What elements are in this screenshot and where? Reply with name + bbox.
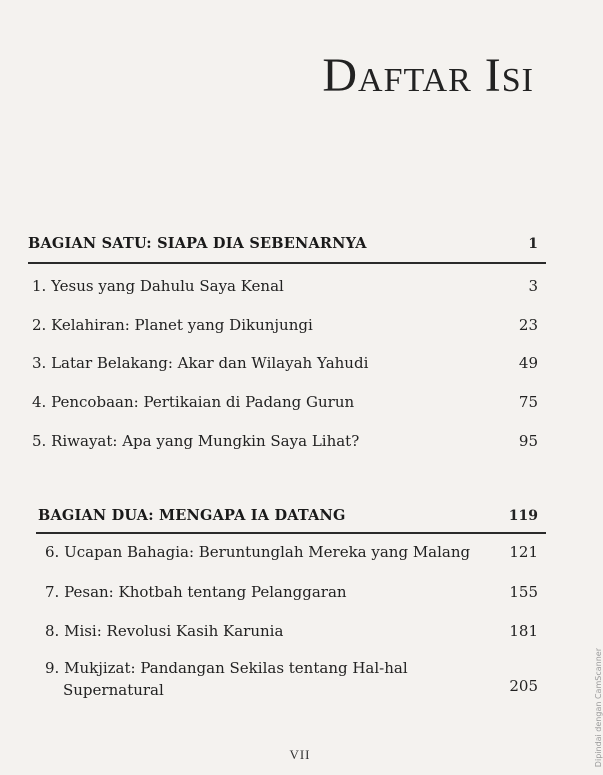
toc-entry [0,314,600,344]
page-number: 119 [508,508,538,524]
part-heading [0,233,600,263]
entry-title: 2. Kelahiran: Planet yang Dikunjungi [32,316,313,334]
page-number: 95 [518,432,538,450]
page-number: 23 [518,316,538,334]
page-number: 121 [509,543,538,561]
entry-title: 6. Ucapan Bahagia: Beruntunglah Mereka yang Malang [45,543,471,561]
toc-entry [0,391,600,421]
divider-rule [36,532,546,534]
page-number: 3 [528,277,538,295]
divider-rule [28,262,546,264]
page-number: 1 [528,236,538,252]
entry-title: 7. Pesan: Khotbah tentang Pelanggaran [45,583,347,601]
toc-entry [0,657,600,707]
scanner-watermark: Dipindai dengan CamScanner [594,648,603,768]
entry-title: 1. Yesus yang Dahulu Saya Kenal [32,277,284,295]
toc-entry [0,541,600,571]
toc-entry [0,430,600,460]
page-number: 75 [518,393,538,411]
entry-title [45,657,408,701]
page-title: Daftar Isi [322,49,534,102]
toc-entry [0,275,600,305]
page-number: 205 [509,677,538,695]
entry-title: 3. Latar Belakang: Akar dan Wilayah Yahudi [32,354,369,372]
part-heading [0,505,600,535]
part-label: BAGIAN SATU: SIAPA DIA SEBENARNYA [28,235,367,252]
part-label: BAGIAN DUA: MENGAPA IA DATANG [38,507,346,524]
toc-entry [0,581,600,611]
entry-title: 5. Riwayat: Apa yang Mungkin Saya Lihat? [32,432,360,450]
page-number: 155 [509,583,538,601]
entry-title-line-2: Supernatural [63,681,164,699]
page-number: 49 [518,354,538,372]
page-folio: VII [289,747,311,762]
toc-entry [0,620,600,650]
entry-title: 4. Pencobaan: Pertikaian di Padang Gurun [32,393,355,411]
entry-title-line-1: 9. Mukjizat: Pandangan Sekilas tentang Hal-hal [45,659,408,677]
entry-title: 8. Misi: Revolusi Kasih Karunia [45,622,284,640]
toc-entry [0,352,600,382]
page-number: 181 [509,622,538,640]
